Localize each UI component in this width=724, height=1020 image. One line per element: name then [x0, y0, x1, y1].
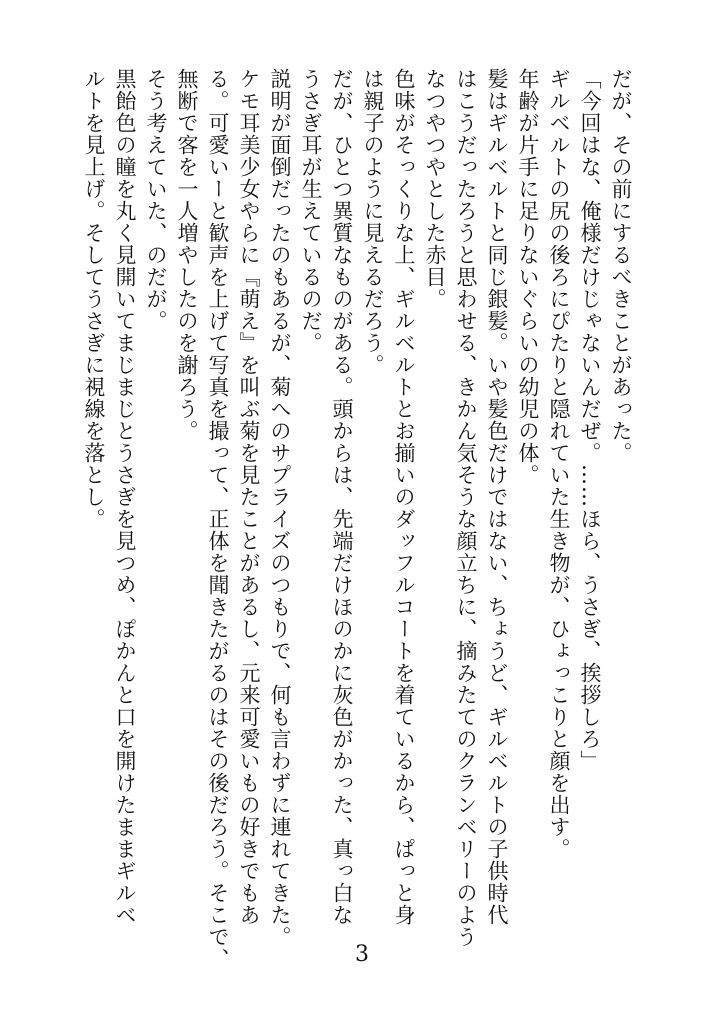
text-line-3: ギルベルトの尻の後ろにぴたりと隠れていた生き物が、ひょっこりと顔を出す。	[547, 68, 571, 860]
text-line-13: ケモ耳美少女やらに『萌え』を叫ぶ菊を見たことがあるし、元来可愛いもの好きでもあ	[237, 68, 261, 926]
text-line-4: 年齢が片手に足りないぐらいの幼児の体。	[516, 68, 540, 486]
page-number: 3	[355, 942, 369, 967]
text-line-10: だが、ひとつ異質なものがある。頭からは、先端だけほのかに灰色がかった、真っ白な	[330, 68, 354, 926]
text-line-14: る。可愛いーと歓声を上げて写真を撮って、正体を聞きたがるのはその後だろう。そこで、	[206, 68, 230, 970]
text-line-7: なつやつやとした赤目。	[423, 68, 447, 310]
text-line-12: 説明が面倒だったのもあるが、菊へのサプライズのつもりで、何も言わずに連れてきた。	[268, 68, 292, 948]
text-line-2: 「今回はな、俺様だけじゃないんだぜ。……ほら、うさぎ、挨拶しろ」	[578, 68, 602, 772]
text-line-6: はこうだったろうと思わせる、きかん気そうな顔立ちに、摘みたてのクランベリーのよう	[454, 68, 478, 948]
text-line-8: 色味がそっくりな上、ギルベルトとお揃いのダッフルコートを着ているから、ぱっと身	[392, 68, 416, 926]
text-line-11: うさぎ耳が生えているのだ。	[299, 68, 323, 354]
text-line-9: は親子のように見えるだろう。	[361, 68, 385, 376]
vertical-text-block	[82, 68, 636, 970]
text-line-15: 無断で客を一人増やしたのを謝ろう。	[175, 68, 199, 442]
text-line-18: ルトを見上げ。そしてうさぎに視線を落とし。	[82, 68, 106, 530]
text-line-17: 黒飴色の瞳を丸く見開いてまじまじとうさぎを見つめ、ぽかんと口を開けたままギルベ	[113, 68, 137, 926]
text-line-5: 髪はギルベルトと同じ銀髪。いや髪色だけではない、ちょうど、ギルベルトの子供時代	[485, 68, 509, 926]
text-line-1: だが、その前にするべきことがあった。	[609, 68, 633, 464]
text-line-16: そう考えていた、のだが。	[144, 68, 168, 332]
